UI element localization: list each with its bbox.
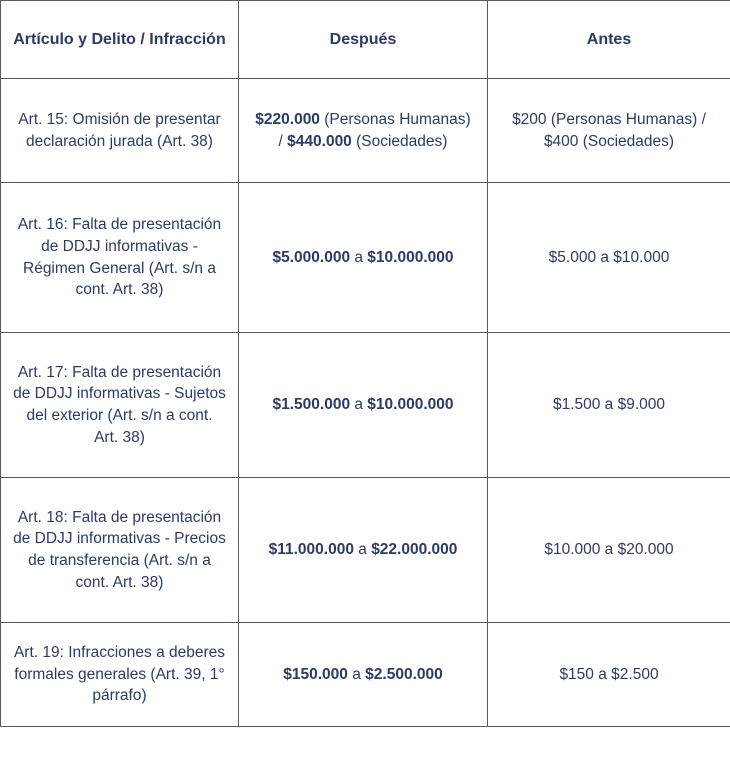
amount-separator: a xyxy=(353,541,372,559)
amount-separator: a xyxy=(350,396,368,414)
column-header-article: Artículo y Delito / Infracción xyxy=(1,1,239,79)
cell-after xyxy=(239,333,488,478)
amount-separator: a xyxy=(350,248,368,266)
cell-before: $1.500 a $9.000 xyxy=(488,333,730,478)
table-row xyxy=(1,333,730,478)
amount-value: $11.000.000 xyxy=(268,541,354,559)
amount-separator: (Personas Humanas) / xyxy=(278,110,471,150)
table-row xyxy=(1,79,730,183)
amount-separator: (Sociedades) xyxy=(351,132,448,150)
table-header-row xyxy=(1,1,730,79)
cell-before: $150 a $2.500 xyxy=(488,623,730,727)
cell-before: $5.000 a $10.000 xyxy=(488,183,730,333)
column-header-before: Antes xyxy=(488,1,730,79)
cell-after xyxy=(239,623,488,727)
table-row xyxy=(1,183,730,333)
cell-after xyxy=(239,183,488,333)
amount-value: $150.000 xyxy=(283,665,348,683)
table-row xyxy=(1,623,730,727)
cell-article: Art. 17: Falta de presentación de DDJJ informativas - Sujetos del exterior (Art. s/n a cont. Art. 38) xyxy=(1,333,239,478)
column-header-after: Después xyxy=(239,1,488,79)
cell-article: Art. 19: Infracciones a deberes formales generales (Art. 39, 1° párrafo) xyxy=(1,623,239,727)
amount-value: $5.000.000 xyxy=(272,248,351,266)
cell-after xyxy=(239,478,488,623)
cell-article: Art. 15: Omisión de presentar declaración jurada (Art. 38) xyxy=(1,79,239,183)
table-header xyxy=(1,1,730,79)
amount-value: $10.000.000 xyxy=(367,396,454,414)
table-row xyxy=(1,478,730,623)
cell-article: Art. 18: Falta de presentación de DDJJ informativas - Precios de transferencia (Art. s/n a cont. Art. 38) xyxy=(1,478,239,623)
cell-before: $10.000 a $20.000 xyxy=(488,478,730,623)
table-body xyxy=(1,79,730,727)
amount-separator: a xyxy=(347,665,366,683)
amount-value: $220.000 xyxy=(255,110,320,128)
cell-before: $200 (Personas Humanas) / $400 (Sociedades) xyxy=(488,79,730,183)
amount-value: $22.000.000 xyxy=(371,541,458,559)
amount-value: $2.500.000 xyxy=(365,665,443,683)
cell-article: Art. 16: Falta de presentación de DDJJ informativas - Régimen General (Art. s/n a cont. Art. 38) xyxy=(1,183,239,333)
amount-value: $440.000 xyxy=(287,132,352,150)
amount-value: $10.000.000 xyxy=(367,248,454,266)
amount-value: $1.500.000 xyxy=(272,396,351,414)
cell-after xyxy=(239,79,488,183)
